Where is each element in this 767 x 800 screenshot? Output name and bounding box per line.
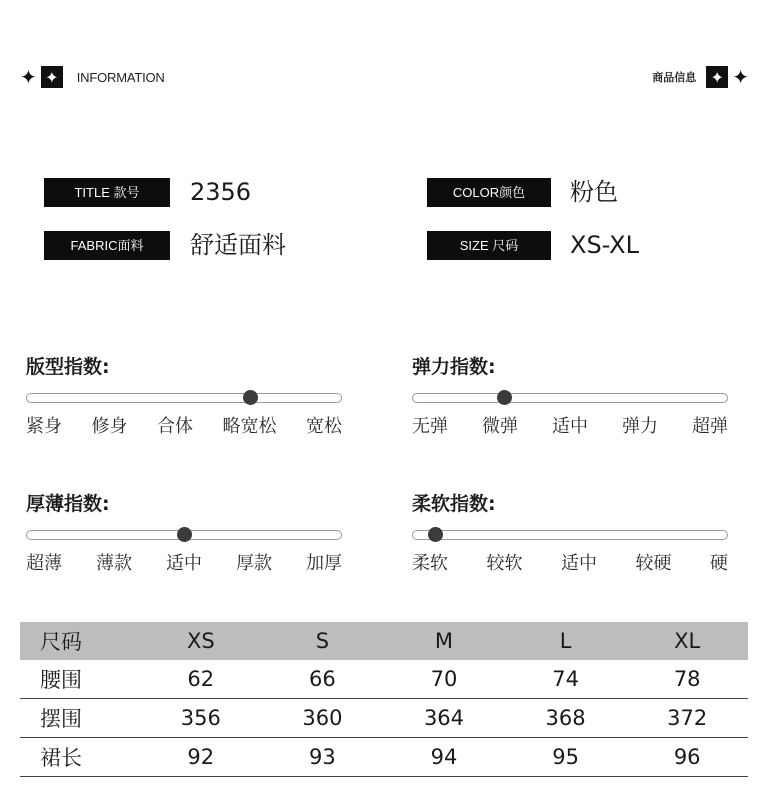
table-cell: 96	[673, 745, 701, 769]
slider-knob	[497, 390, 512, 405]
tick-label: 适中	[166, 553, 202, 574]
row-label: 腰围	[40, 668, 82, 692]
tick-label: 超弹	[692, 416, 728, 437]
boxed-star-icon: ✦	[706, 66, 728, 88]
table-row	[20, 738, 748, 777]
tick-label: 弹力	[622, 416, 658, 437]
size-label: SIZE 尺码	[427, 231, 551, 260]
table-cell: 74	[552, 667, 579, 691]
header-left	[20, 66, 165, 88]
table-cell: 356	[180, 706, 221, 730]
tick-label: 超薄	[26, 553, 62, 574]
tick-label: 厚款	[236, 553, 272, 574]
tick-label: 适中	[561, 553, 597, 574]
elasticity-index-slider	[412, 352, 728, 438]
header-cell: L	[559, 629, 572, 653]
slider-knob	[428, 527, 443, 542]
header-right	[652, 66, 749, 88]
tick-label: 宽松	[306, 416, 342, 437]
header-cell: XL	[674, 629, 701, 653]
table-cell: 368	[545, 706, 586, 730]
header-cell: XS	[186, 629, 215, 653]
information-heading: INFORMATION	[76, 69, 165, 85]
slider-title: 版型指数:	[26, 356, 110, 378]
table-cell: 94	[430, 745, 458, 769]
table-cell: 93	[309, 745, 336, 769]
slider-track	[26, 393, 342, 403]
tick-label: 硬	[710, 553, 728, 574]
slider-title: 厚薄指数:	[26, 493, 110, 515]
color-value: 粉色	[570, 178, 618, 206]
slider-track	[412, 530, 728, 540]
slider-knob	[177, 527, 192, 542]
header-cell: M	[434, 629, 454, 653]
tick-label: 薄款	[96, 553, 132, 574]
title-label: TITLE 款号	[44, 178, 170, 207]
star-icon: ✦	[20, 65, 37, 89]
table-cell: 70	[430, 667, 458, 691]
color-label: COLOR颜色	[427, 178, 551, 207]
star-icon: ✦	[732, 65, 749, 89]
slider-title: 柔软指数:	[412, 493, 496, 515]
row-label: 裙长	[40, 746, 82, 770]
table-header-row	[20, 622, 748, 660]
tick-label: 较硬	[635, 553, 672, 574]
tick-label: 合体	[157, 416, 193, 437]
header-cell: S	[315, 629, 330, 653]
tick-label: 加厚	[306, 553, 342, 574]
product-info-heading: 商品信息	[652, 71, 697, 84]
table-cell: 364	[423, 706, 465, 730]
tick-label: 适中	[552, 416, 588, 437]
slider-track	[26, 530, 342, 540]
table-row	[20, 660, 748, 699]
tick-label: 较软	[486, 553, 523, 574]
thickness-index-slider	[26, 489, 342, 575]
size-value: XS-XL	[570, 231, 639, 259]
fabric-value: 舒适面料	[190, 231, 286, 259]
tick-label: 修身	[91, 416, 128, 437]
tick-label: 柔软	[412, 553, 448, 574]
tick-label: 略宽松	[222, 416, 277, 437]
table-cell: 62	[187, 667, 215, 691]
table-row	[20, 699, 748, 738]
slider-knob	[243, 390, 258, 405]
title-value: 2356	[190, 178, 252, 206]
table-cell: 372	[667, 706, 708, 730]
table-cell: 92	[187, 745, 215, 769]
fit-index-slider	[26, 352, 342, 438]
tick-label: 微弹	[482, 416, 518, 437]
tick-label: 紧身	[26, 416, 62, 437]
table-cell: 78	[673, 667, 701, 691]
softness-index-slider	[412, 489, 728, 575]
slider-track	[412, 393, 728, 403]
slider-title: 弹力指数:	[412, 356, 496, 378]
tick-label: 无弹	[412, 416, 448, 437]
fabric-label: FABRIC面料	[44, 231, 170, 260]
row-label: 摆围	[40, 707, 82, 731]
table-cell: 360	[302, 706, 343, 730]
table-cell: 95	[552, 745, 579, 769]
boxed-star-icon: ✦	[41, 66, 63, 88]
size-table	[20, 622, 748, 777]
header-cell: 尺码	[40, 630, 82, 654]
table-cell: 66	[309, 667, 336, 691]
